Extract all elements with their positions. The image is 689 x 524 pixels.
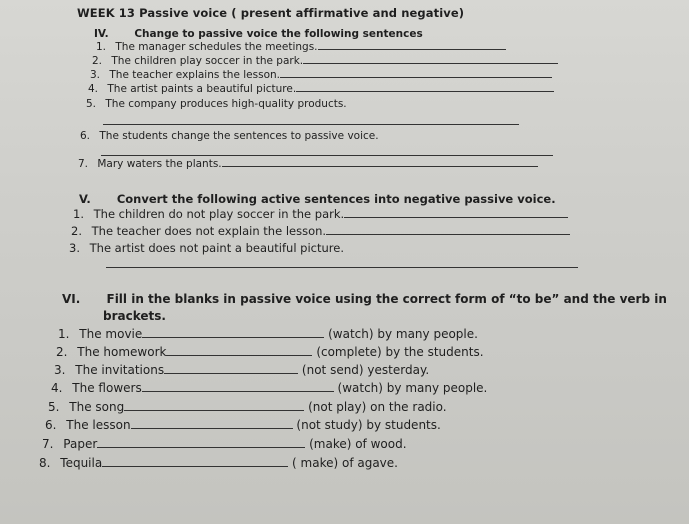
- item-number: 2.: [56, 345, 68, 359]
- item-text: The teacher does not explain the lesson.: [91, 224, 327, 238]
- item-number: 3.: [69, 241, 80, 255]
- answer-blank[interactable]: [142, 390, 334, 392]
- item-subject: The flowers: [72, 381, 142, 395]
- item-number: 6.: [45, 418, 57, 432]
- list-item: [69, 241, 344, 255]
- item-number: 3.: [90, 69, 101, 81]
- list-item: [73, 207, 568, 221]
- item-hint: (not study) by students.: [296, 418, 441, 432]
- answer-blank[interactable]: [222, 165, 538, 167]
- list-item: [39, 456, 398, 470]
- item-hint: (not play) on the radio.: [308, 400, 447, 414]
- section-4-heading: Change to passive voice the following sentences: [134, 28, 423, 40]
- section-4-numeral: IV.: [94, 28, 109, 40]
- answer-blank[interactable]: [280, 76, 552, 78]
- item-subject: The homework: [77, 345, 167, 359]
- item-number: 1.: [58, 327, 70, 341]
- answer-blank[interactable]: [106, 267, 578, 268]
- item-hint: (watch) by many people.: [337, 381, 488, 395]
- list-item: [96, 41, 506, 53]
- item-subject: Paper: [63, 437, 98, 451]
- section-5-header: [79, 192, 556, 206]
- item-subject: Tequila: [60, 456, 103, 470]
- section-6-heading-cont: brackets.: [103, 309, 166, 323]
- item-hint: (watch) by many people.: [328, 327, 478, 341]
- item-number: 7.: [42, 437, 54, 451]
- list-item: [90, 69, 552, 81]
- list-item: [42, 437, 407, 451]
- item-subject: The song: [69, 400, 125, 414]
- item-text: The children play soccer in the park.: [111, 55, 304, 67]
- answer-blank[interactable]: [131, 427, 293, 429]
- answer-blank[interactable]: [101, 155, 553, 156]
- answer-blank[interactable]: [142, 336, 324, 338]
- item-text: The children do not play soccer in the park.: [93, 207, 345, 221]
- list-item: [71, 224, 570, 238]
- item-hint: (complete) by the students.: [316, 345, 484, 359]
- item-text: The artist does not paint a beautiful picture.: [89, 241, 344, 255]
- page-title: WEEK 13 Passive voice ( present affirmative and negative): [77, 6, 465, 20]
- answer-blank[interactable]: [103, 124, 519, 125]
- item-number: 5.: [48, 400, 60, 414]
- item-subject: The lesson: [66, 418, 131, 432]
- list-item: [80, 130, 379, 142]
- answer-blank[interactable]: [164, 372, 298, 374]
- section-6-header: [62, 292, 667, 306]
- answer-blank[interactable]: [344, 216, 568, 218]
- section-4-header: [94, 28, 423, 40]
- item-text: The students change the sentences to passive voice.: [99, 130, 379, 142]
- answer-blank[interactable]: [303, 62, 558, 64]
- list-item: [51, 381, 487, 395]
- answer-blank[interactable]: [326, 233, 570, 235]
- answer-blank[interactable]: [124, 409, 304, 411]
- section-5-numeral: V.: [79, 192, 91, 206]
- item-number: 2.: [92, 55, 103, 67]
- list-item: [58, 327, 478, 341]
- item-text: The artist paints a beautiful picture.: [107, 83, 297, 95]
- item-subject: The invitations: [75, 363, 165, 377]
- answer-blank[interactable]: [166, 354, 312, 356]
- item-text: The manager schedules the meetings.: [115, 41, 318, 53]
- list-item: [56, 345, 484, 359]
- answer-blank[interactable]: [97, 446, 305, 448]
- list-item: [92, 55, 558, 67]
- list-item: [48, 400, 447, 414]
- item-hint: ( make) of agave.: [292, 456, 398, 470]
- item-text: The teacher explains the lesson.: [109, 69, 280, 81]
- section-6-heading: Fill in the blanks in passive voice using the correct form of “to be” and the verb in: [106, 292, 667, 306]
- item-number: 3.: [54, 363, 66, 377]
- item-text: Mary waters the plants.: [97, 158, 222, 170]
- item-number: 6.: [80, 130, 91, 142]
- item-hint: (not send) yesterday.: [301, 363, 430, 377]
- item-number: 2.: [71, 224, 82, 238]
- answer-blank[interactable]: [296, 90, 554, 92]
- item-subject: The movie: [79, 327, 143, 341]
- answer-blank[interactable]: [102, 465, 288, 467]
- section-6-numeral: VI.: [62, 292, 81, 306]
- answer-blank[interactable]: [318, 48, 506, 50]
- list-item: [54, 363, 429, 377]
- item-text: The company produces high-quality products.: [105, 98, 347, 110]
- item-number: 1.: [96, 41, 107, 53]
- list-item: [78, 158, 538, 170]
- list-item: [45, 418, 441, 432]
- list-item: [88, 83, 554, 95]
- item-number: 1.: [73, 207, 84, 221]
- section-5-heading: Convert the following active sentences into negative passive voice.: [116, 192, 556, 206]
- item-number: 5.: [86, 98, 97, 110]
- item-number: 4.: [51, 381, 63, 395]
- item-hint: (make) of wood.: [309, 437, 407, 451]
- item-number: 4.: [88, 83, 99, 95]
- item-number: 7.: [78, 158, 89, 170]
- list-item: [86, 98, 347, 110]
- item-number: 8.: [39, 456, 51, 470]
